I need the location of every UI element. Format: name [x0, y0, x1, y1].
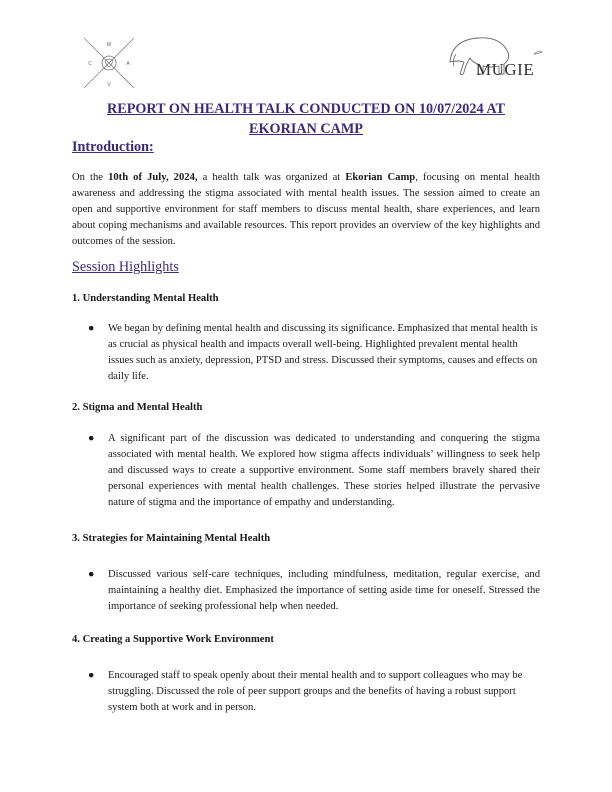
bullet-text: A significant part of the discussion was dedicated to understanding and conquering the stigma associated with mental health. We explored how stigma affects individuals’ willingness to seek help and discussed ways to create a supportive environment. Some staff members bravely shared their personal experiences with mental health challenges. These stories helped illustrate the pervasive nature of stigma and the importance of empathy and understanding. — [108, 433, 540, 508]
left-logo — [80, 34, 138, 92]
logo-letter-right: A — [126, 61, 130, 67]
brand-text: MUGIE — [476, 60, 535, 79]
page-title: REPORT ON HEALTH TALK CONDUCTED ON 10/07/2024 AT EKORIAN CAMP — [107, 101, 505, 137]
section-4-bullet — [88, 668, 540, 716]
session-highlights-heading: Session Highlights — [72, 259, 179, 275]
section-3-title: 3. Strategies for Maintaining Mental Health — [72, 533, 271, 544]
section-1-title: 1. Understanding Mental Health — [72, 293, 219, 304]
logo-letter-top: M — [106, 42, 112, 48]
bullet-icon: ● — [88, 569, 95, 580]
right-logo — [442, 32, 552, 82]
introduction-heading: Introduction: — [72, 139, 154, 155]
bullet-icon: ● — [88, 433, 95, 444]
introduction-paragraph: On the 10th of July, 2024, a health talk was organized at Ekorian Camp, focusing on mental health awareness and addressing the stigma associated with mental health issues. The session aimed to create an open and supportive environment for staff members to discuss mental health, share experiences, and learn about coping mechanisms and available resources. This report provides an overview of the key highlights and outcomes of the session. — [72, 172, 540, 247]
section-2-title: 2. Stigma and Mental Health — [72, 402, 203, 413]
section-3-bullet — [88, 567, 540, 615]
section-2-bullet — [88, 431, 540, 511]
bullet-icon: ● — [88, 323, 95, 334]
bullet-text: Encouraged staff to speak openly about their mental health and to support colleagues who may be struggling. Discussed the role of peer support groups and the benefits of having a robust support system both at work and in person. — [108, 670, 523, 713]
logo-letter-bottom: V — [107, 82, 111, 88]
logo-letter-left: C — [88, 61, 92, 67]
section-4-title: 4. Creating a Supportive Work Environment — [72, 634, 274, 645]
bullet-text: Discussed various self-care techniques, including mindfulness, meditation, regular exercise, and maintaining a healthy diet. Emphasized the importance of setting aside time for oneself. Stressed the importance of seeking professional help when needed. — [108, 569, 540, 612]
bullet-icon: ● — [88, 670, 95, 681]
bullet-text: We began by defining mental health and discussing its significance. Emphasized that mental health is as crucial as physical health and impacts overall well-being. Highlighted prevalent mental health issues such as anxiety, depression, PTSD and stress. Discussed their symptoms, causes and effects on daily life. — [108, 323, 538, 382]
section-1-bullet — [88, 321, 540, 385]
